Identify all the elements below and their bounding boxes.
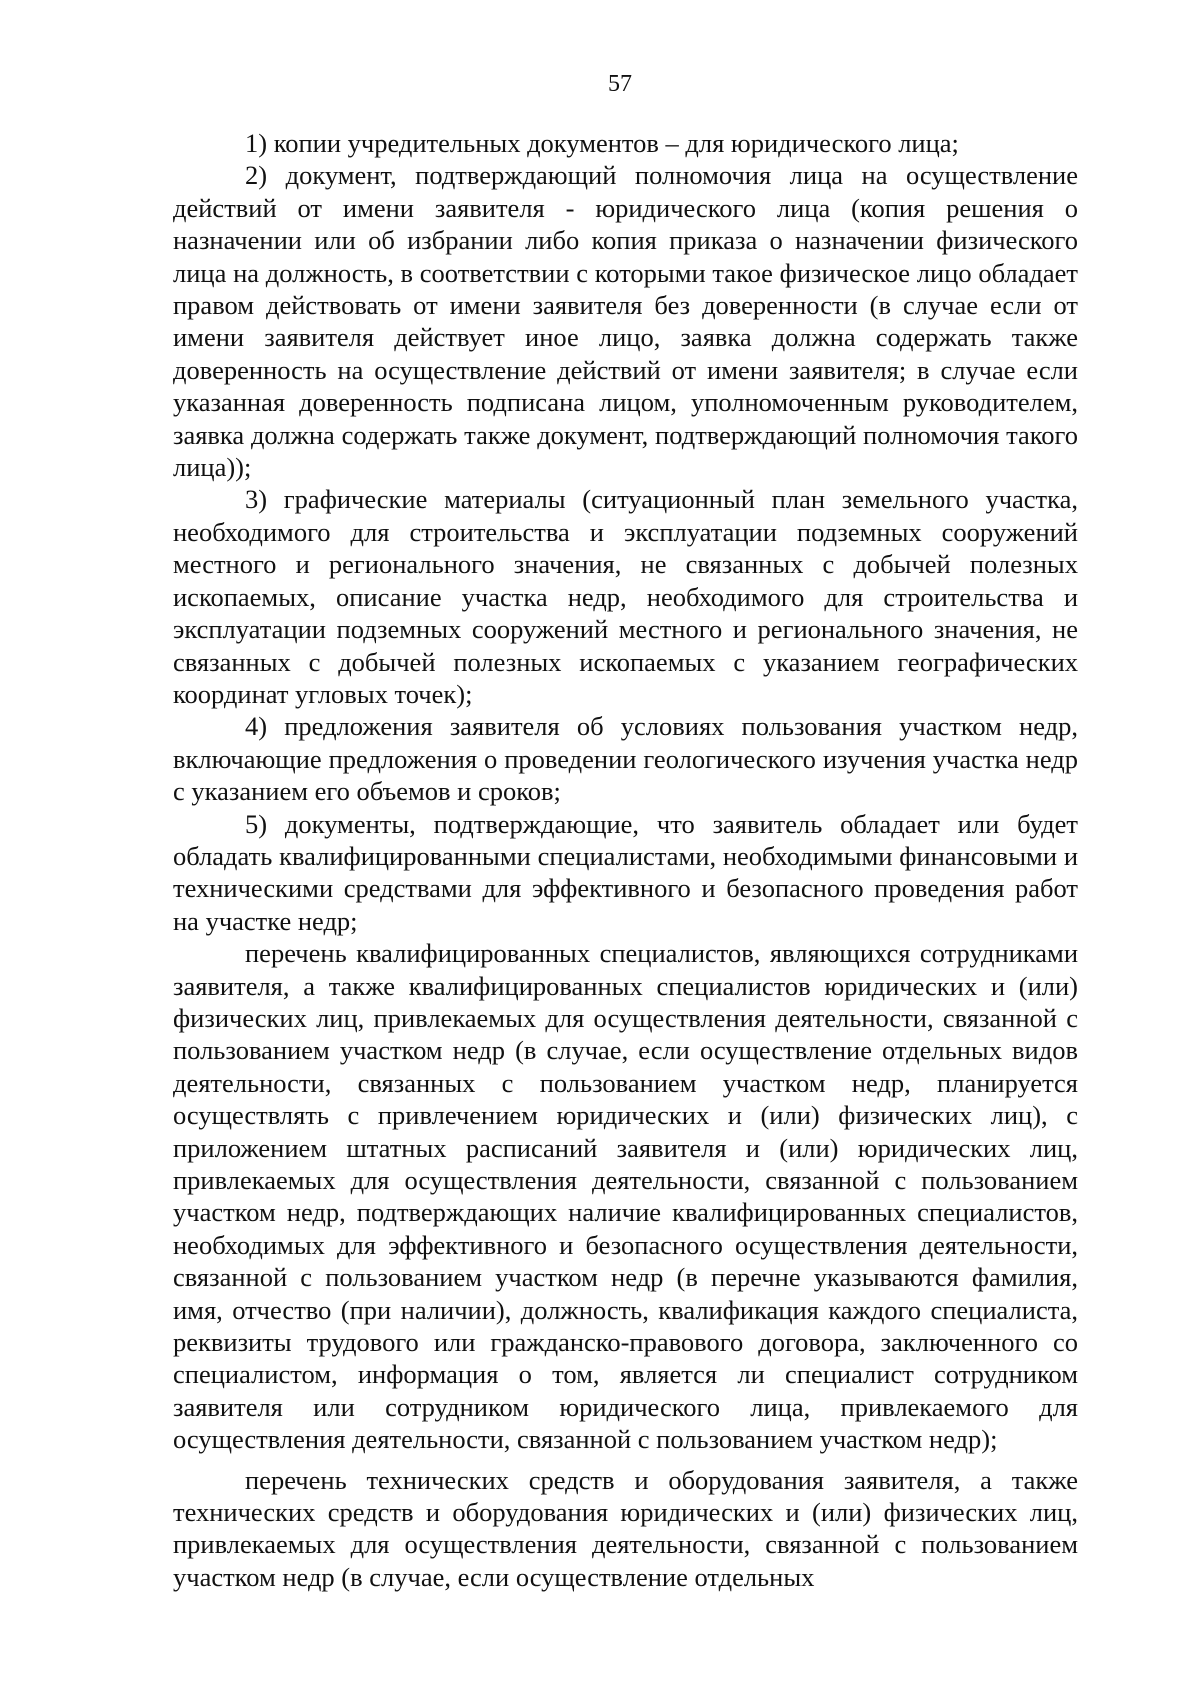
- paragraph-item-4: 4) предложения заявителя об условиях пользования участком недр, включающие предложения о проведении геологического изучения участка недр с указанием его объемов и сроков;: [173, 711, 1078, 807]
- paragraph-item-5: 5) документы, подтверждающие, что заявитель обладает или будет обладать квалифицированными специалистами, необходимыми финансовыми и техническими средствами для эффективного и безопасного проведения работ на участке недр;: [173, 808, 1078, 936]
- document-body: [173, 127, 1078, 1593]
- paragraph-equipment-list: перечень технических средств и оборудования заявителя, а также технических средств и оборудования юридических и (или) физических лиц, привлекаемых для осуществления деятельности, связанной с пользованием участком недр (в случае, если осуществление отдельных: [173, 1464, 1078, 1592]
- paragraph-item-1: 1) копии учредительных документов – для юридического лица;: [245, 128, 959, 158]
- paragraph-item-3: 3) графические материалы (ситуационный план земельного участка, необходимого для строительства и эксплуатации подземных сооружений местного и регионального значения, не связанных с добычей полезных ископаемых, описание участка недр, необходимого для строительства и эксплуатации подземных сооружений местного и регионального значения, не связанных с добычей полезных ископаемых с указанием географических координат угловых точек);: [173, 484, 1078, 709]
- page-number: 57: [608, 71, 632, 97]
- paragraph-item-2: 2) документ, подтверждающий полномочия лица на осуществление действий от имени заявителя - юридического лица (копия решения о назначении или об избрании либо копия приказа о назначении физического лица на должность, в соответствии с которыми такое физическое лицо обладает правом действовать от имени заявителя без доверенности (в случае если от имени заявителя действует иное лицо, заявка должна содержать также доверенность на осуществление действий от имени заявителя; в случае если указанная доверенность подписана лицом, уполномоченным руководителем, заявка должна содержать также документ, подтверждающий полномочия такого лица));: [173, 160, 1078, 483]
- paragraph-specialists-list: перечень квалифицированных специалистов, являющихся сотрудниками заявителя, а также квалифицированных специалистов юридических и (или) физических лиц, привлекаемых для осуществления деятельности, связанной с пользованием участком недр (в случае, если осуществление отдельных видов деятельности, связанных с пользованием участком недр, планируется осуществлять с привлечением юридических и (или) физических лиц), с приложением штатных расписаний заявителя и (или) юридических лиц, привлекаемых для осуществления деятельности, связанной с пользованием участком недр, подтверждающих наличие квалифицированных специалистов, необходимых для эффективного и безопасного осуществления деятельности, связанной с пользованием участком недр (в перечне указываются фамилия, имя, отчество (при наличии), должность, квалификация каждого специалиста, реквизиты трудового или гражданско-правового договора, заключенного со специалистом, информация о том, является ли специалист сотрудником заявителя или сотрудником юридического лица, привлекаемого для осуществления деятельности, связанной с пользованием участком недр);: [173, 938, 1078, 1455]
